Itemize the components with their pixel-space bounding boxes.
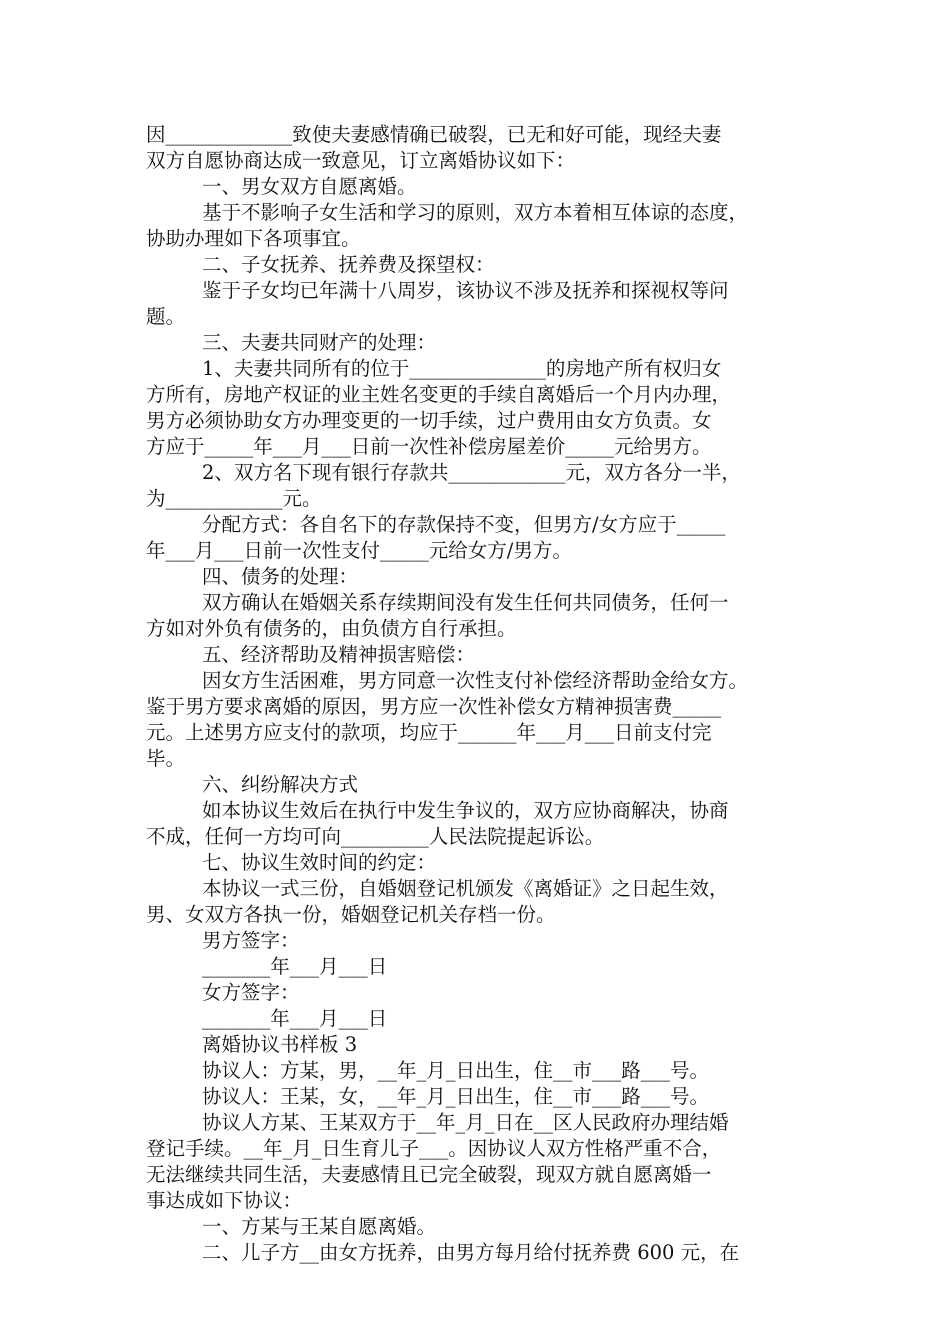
- document-line: _______年___月___日: [202, 1007, 388, 1030]
- document-line: 年___月___日前一次性支付_____元给女方/男方。: [146, 539, 572, 562]
- document-line: 方应于_____年___月___日前一次性补偿房屋差价_____元给男方。: [146, 435, 712, 458]
- document-line: 1、夫妻共同所有的位于______________的房地产所有权归女: [202, 357, 722, 380]
- document-line: 如本协议生效后在执行中发生争议的，双方应协商解决，协商: [202, 799, 729, 822]
- document-line: 协议人：方某，男，__年_月_日出生，住__市___路___号。: [202, 1059, 710, 1082]
- document-line: 二、儿子方__由女方抚养，由男方每月给付抚养费 600 元，在: [202, 1241, 740, 1264]
- document-line: 一、方某与王某自愿离婚。: [202, 1215, 437, 1238]
- document-line: 不成，任何一方均可向_________人民法院提起诉讼。: [146, 825, 605, 848]
- document-line: 基于不影响子女生活和学习的原则，双方本着相互体谅的态度，: [202, 201, 749, 224]
- document-line: 鉴于男方要求离婚的原因，男方应一次性补偿女方精神损害费_____: [146, 695, 722, 718]
- document-line: 男、女双方各执一份，婚姻登记机关存档一份。: [146, 903, 556, 926]
- document-line: 鉴于子女均已年满十八周岁，该协议不涉及抚养和探视权等问: [202, 279, 729, 302]
- document-line: 方如对外负有债务的，由负债方自行承担。: [146, 617, 517, 640]
- document-line: 三、夫妻共同财产的处理：: [202, 331, 437, 354]
- document-line: 六、纠纷解决方式: [202, 773, 359, 796]
- document-line: 离婚协议书样板 3: [202, 1033, 358, 1056]
- document-line: 男方必须协助女方办理变更的一切手续，过户费用由女方负责。女: [146, 409, 712, 432]
- document-line: 题。: [146, 305, 186, 328]
- document-line: 无法继续共同生活，夫妻感情且已完全破裂，现双方就自愿离婚一: [146, 1163, 712, 1186]
- document-line: 登记手续。__年_月_日生育儿子___。因协议人双方性格严重不合，: [146, 1137, 722, 1160]
- document-line: 分配方式：各自名下的存款保持不变，但男方/女方应于_____: [202, 513, 726, 536]
- document-line: 本协议一式三份，自婚姻登记机颁发《离婚证》之日起生效，: [202, 877, 729, 900]
- document-line: 五、经济帮助及精神损害赔偿：: [202, 643, 476, 666]
- document-line: 双方自愿协商达成一致意见，订立离婚协议如下：: [146, 149, 576, 172]
- document-line: 2、双方名下现有银行存款共____________元，双方各分一半，: [202, 461, 741, 484]
- document-line: 一、男女双方自愿离婚。: [202, 175, 417, 198]
- document-line: 男方签字：: [202, 929, 300, 952]
- document-line: 元。上述男方应支付的款项，均应于______年___月___日前支付完: [146, 721, 712, 744]
- document-line: 方所有，房地产权证的业主姓名变更的手续自离婚后一个月内办理，: [146, 383, 732, 406]
- document-line: 因女方生活困难，男方同意一次性支付补偿经济帮助金给女方。: [202, 669, 749, 692]
- document-line: 事达成如下协议：: [146, 1189, 303, 1212]
- document-line: 女方签字：: [202, 981, 300, 1004]
- document-line: 为____________元。: [146, 487, 322, 510]
- document-line: 协议人方某、王某双方于__年_月_日在__区人民政府办理结婚: [202, 1111, 729, 1134]
- document-line: 毕。: [146, 747, 186, 770]
- document-line: 因_____________致使夫妻感情确已破裂，已无和好可能，现经夫妻: [146, 123, 722, 146]
- document-line: 二、子女抚养、抚养费及探望权：: [202, 253, 495, 276]
- document-line: _______年___月___日: [202, 955, 388, 978]
- document-body: [146, 122, 806, 1266]
- document-line: 四、债务的处理：: [202, 565, 359, 588]
- document-line: 协助办理如下各项事宜。: [146, 227, 361, 250]
- document-line: 协议人：王某，女，__年_月_日出生，住__市___路___号。: [202, 1085, 710, 1108]
- document-line: 双方确认在婚姻关系存续期间没有发生任何共同债务，任何一: [202, 591, 729, 614]
- document-line: 七、协议生效时间的约定：: [202, 851, 437, 874]
